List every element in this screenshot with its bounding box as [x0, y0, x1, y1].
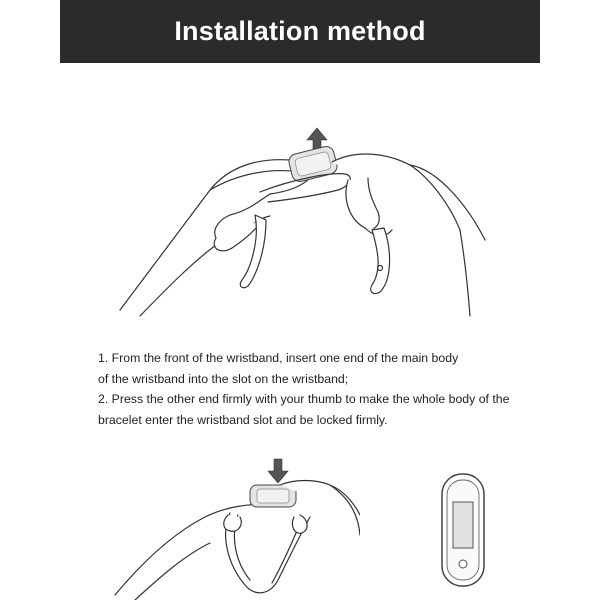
- tracker-device: [287, 145, 338, 183]
- instructions-text: [98, 348, 538, 430]
- step2-illustration: [110, 455, 360, 600]
- fitness-band-icon: [438, 470, 488, 590]
- title-banner: [60, 0, 540, 63]
- instruction-line: bracelet enter the wristband slot and be locked firmly.: [98, 412, 388, 427]
- page-title: Installation method: [174, 16, 426, 46]
- instruction-line: 2. Press the other end firmly with your thumb to make the whole body of the: [98, 392, 510, 406]
- instruction-line: of the wristband into the slot on the wristband;: [98, 371, 349, 386]
- arrow-down-icon: [268, 459, 288, 483]
- instruction-line: 1. From the front of the wristband, insert one end of the main body: [98, 351, 459, 365]
- step1-illustration: [110, 120, 490, 320]
